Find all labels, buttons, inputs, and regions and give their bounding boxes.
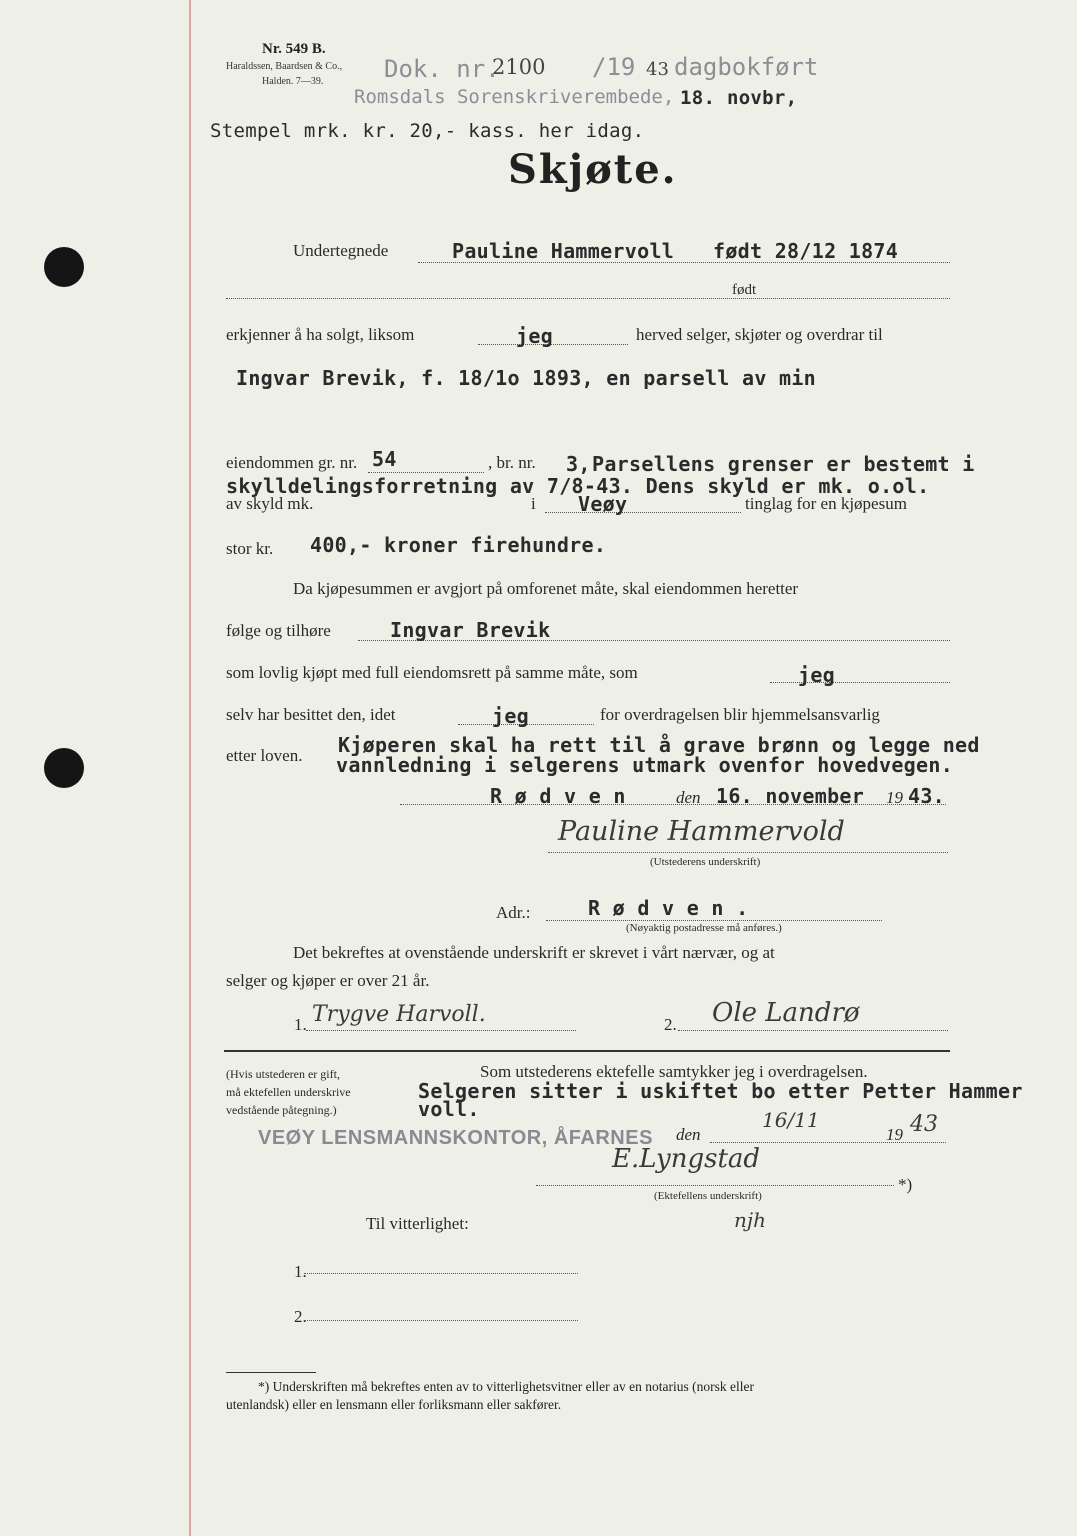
stamp-fee-line: Stempel mrk. kr. 20,- kass. her idag. <box>210 120 645 142</box>
stamp-dok-label: Dok. nr. <box>384 55 500 83</box>
witness-statement-line1: Det bekreftes at ovenstående underskrift er skrevet i vårt nærvær, og at <box>293 943 775 962</box>
signing-date: 16. november <box>716 784 865 808</box>
fill-line <box>304 1320 578 1321</box>
vitterlighet-label: Til vitterlighet: <box>366 1214 469 1233</box>
signing-place: R ø d v e n <box>490 784 626 808</box>
clause-extra-line1: Kjøperen skal ha rett til å grave brønn og legge ned <box>338 733 980 757</box>
form-number: Nr. 549 B. <box>262 41 326 57</box>
vitterlighet-number-1: 1. <box>294 1262 307 1281</box>
seller-signature: Pauline Hammervold <box>558 816 845 847</box>
property-i-label: i <box>531 494 536 513</box>
address-label: Adr.: <box>496 903 531 922</box>
witness-number-1: 1. <box>294 1015 307 1034</box>
fill-line <box>400 804 946 805</box>
clause-line4-rest: for overdragelsen blir hjemmelsansvarlig <box>600 705 880 724</box>
section-divider <box>224 1050 950 1052</box>
fill-line <box>546 920 882 921</box>
witness-signature-2: Ole Landrø <box>712 998 860 1028</box>
address-caption: (Nøyaktig postadresse må anføres.) <box>626 922 782 934</box>
spouse-date: 16/11 <box>762 1108 820 1132</box>
signing-den: den <box>676 788 701 807</box>
fill-line <box>678 1030 948 1031</box>
fill-line <box>304 1273 578 1274</box>
vitterlighet-number-2: 2. <box>294 1307 307 1326</box>
stamp-year: 43 <box>646 59 669 80</box>
witness-number-2: 2. <box>664 1015 677 1034</box>
spouse-year-prefix: 19 <box>886 1125 903 1144</box>
property-skyld-label: av skyld mk. <box>226 494 314 513</box>
signing-year-prefix: 19 <box>886 788 903 807</box>
signing-year: 43. <box>908 784 946 808</box>
acknowledge-prefix: erkjenner å ha solgt, liksom <box>226 325 415 344</box>
stamp-doc-number: 2100 <box>492 55 546 79</box>
price-value: 400,- kroner firehundre. <box>310 533 607 557</box>
clause-line5-label: etter loven. <box>226 746 303 765</box>
footnote-line2: utenlandsk) eller en lensmann eller forliksmann eller sakfører. <box>226 1397 562 1412</box>
fill-line <box>536 1185 894 1186</box>
clause-new-owner: Ingvar Brevik <box>390 618 551 642</box>
property-typed-line2: skylldelingsforretning av 7/8-43. Dens skyld er mk. o.ol. <box>226 474 930 498</box>
spouse-note-line3: vedstående påtegning.) <box>226 1103 337 1117</box>
spouse-consent-text: Som utstederens ektefelle samtykker jeg i overdragelsen. <box>480 1062 868 1081</box>
stamp-date: 18. novbr, <box>680 87 798 109</box>
binder-hole <box>44 748 84 788</box>
stamp-office: Romsdals Sorenskriverembede, <box>354 86 675 108</box>
lensmann-office-stamp: VEØY LENSMANNSKONTOR, ÅFARNES <box>258 1127 653 1149</box>
handwritten-initials: njh <box>734 1208 766 1232</box>
fill-line <box>770 682 950 683</box>
signature-caption: (Utstederens underskrift) <box>650 856 761 868</box>
clause-line3-label: som lovlig kjøpt med full eiendomsrett på samme måte, som <box>226 663 638 682</box>
property-place: Veøy <box>578 492 628 516</box>
property-typed-rest: Parsellens grenser er bestemt i <box>592 452 975 476</box>
property-gr-label: eiendommen gr. nr. <box>226 453 358 472</box>
buyer-line: Ingvar Brevik, f. 18/1o 1893, en parsell av min <box>236 366 817 390</box>
address-value: R ø d v e n . <box>588 896 749 920</box>
property-tinglag-label: tinglag for en kjøpesum <box>745 494 907 513</box>
clause-line4-pronoun: jeg <box>492 704 530 728</box>
spouse-note-line1: (Hvis utstederen er gift, <box>226 1067 340 1081</box>
spouse-den: den <box>676 1125 701 1144</box>
fill-line <box>545 512 741 513</box>
stamp-dagbok: dagbokført <box>674 53 819 81</box>
spouse-footnote-mark: *) <box>898 1175 913 1194</box>
property-gr-number: 54 <box>372 447 397 471</box>
spouse-note-line2: må ektefellen underskrive <box>226 1085 351 1099</box>
fill-line <box>368 472 484 473</box>
margin-line <box>189 0 191 1536</box>
property-br-label: , br. nr. <box>488 453 536 472</box>
price-label: stor kr. <box>226 539 274 558</box>
fill-line <box>306 1030 576 1031</box>
publisher-line: Halden. 7—39. <box>262 76 324 87</box>
clause-line3-pronoun: jeg <box>798 663 836 687</box>
clause-line1: Da kjøpesummen er avgjort på omforenet måte, skal eiendommen heretter <box>293 579 799 598</box>
spouse-year: 43 <box>910 1112 938 1137</box>
property-br-number: 3, <box>566 452 591 476</box>
spouse-signature: E.Lyngstad <box>612 1144 761 1174</box>
footnote-rule <box>226 1372 316 1373</box>
fill-line <box>710 1142 946 1143</box>
spouse-typed-line1: Selgeren sitter i uskiftet bo etter Petter Hammer <box>418 1079 1023 1103</box>
stamp-year-prefix: /19 <box>592 53 636 81</box>
seller-name: Pauline Hammervoll <box>452 239 675 263</box>
fill-line <box>548 852 948 853</box>
document-title: Skjøte. <box>508 146 678 193</box>
spouse-typed-line2: voll. <box>418 1097 480 1121</box>
clause-line2-label: følge og tilhøre <box>226 621 331 640</box>
footnote-line1: *) Underskriften må bekreftes enten av to vitterlighetsvitner eller av en notarius (norsk eller <box>258 1379 754 1394</box>
seller-label: Undertegnede <box>293 241 389 260</box>
binder-hole <box>44 247 84 287</box>
publisher-line: Haraldssen, Baardsen & Co., <box>226 61 343 72</box>
acknowledge-pronoun: jeg <box>516 324 554 348</box>
witness-signature-1: Trygve Harvoll. <box>312 1002 486 1027</box>
seller-birth: født 28/12 1874 <box>713 239 899 263</box>
fill-line <box>226 298 950 299</box>
born-label: født <box>732 282 757 298</box>
acknowledge-suffix: herved selger, skjøter og overdrar til <box>636 325 883 344</box>
witness-statement-line2: selger og kjøper er over 21 år. <box>226 971 430 990</box>
clause-extra-line2: vannledning i selgerens utmark ovenfor hovedvegen. <box>336 753 954 777</box>
spouse-signature-caption: (Ektefellens underskrift) <box>654 1190 762 1202</box>
clause-line4-label: selv har besittet den, idet <box>226 705 396 724</box>
